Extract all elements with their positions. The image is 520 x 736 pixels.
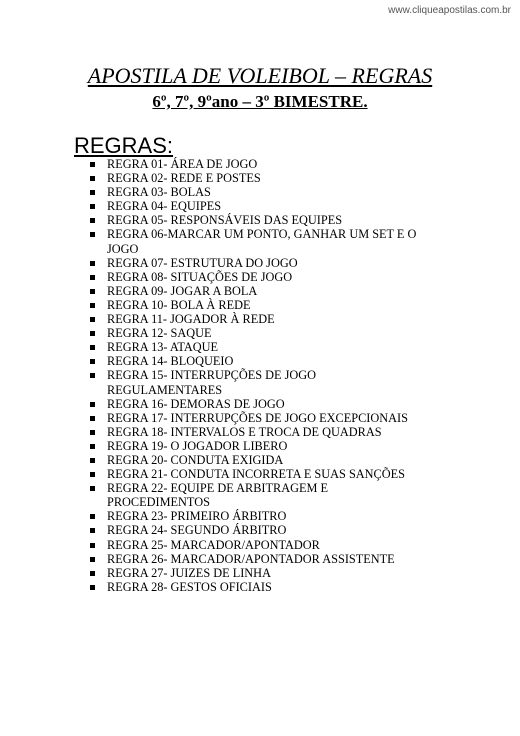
bullet-square-icon xyxy=(90,472,95,477)
rule-item xyxy=(0,397,424,411)
rule-item xyxy=(0,425,424,439)
bullet-square-icon xyxy=(90,345,95,350)
rule-item xyxy=(0,227,424,255)
rule-label: REGRA 25- MARCADOR/APONTADOR xyxy=(107,537,320,552)
bullet-square-icon xyxy=(90,162,95,167)
bullet-square-icon xyxy=(90,232,95,237)
rule-label: REGRA 07- ESTRUTURA DO JOGO xyxy=(107,255,298,270)
rule-label: REGRA 11- JOGADOR À REDE xyxy=(107,312,275,327)
rule-label: REGRA 26- MARCADOR/APONTADOR ASSISTENTE xyxy=(107,551,395,566)
rule-item xyxy=(0,467,424,481)
bullet-square-icon xyxy=(90,557,95,562)
document-subtitle: 6º, 7º, 9ºano – 3º BIMESTRE. xyxy=(152,92,368,111)
rule-label: REGRA 17- INTERRUPÇÕES DE JOGO EXCEPCIONAIS xyxy=(107,410,408,425)
rule-label: REGRA 24- SEGUNDO ÁRBITRO xyxy=(107,523,287,538)
rule-item xyxy=(0,213,424,227)
rule-item xyxy=(0,552,424,566)
bullet-square-icon xyxy=(90,543,95,548)
rule-item xyxy=(0,566,424,580)
rule-item xyxy=(0,284,424,298)
bullet-square-icon xyxy=(90,331,95,336)
rule-item xyxy=(0,354,424,368)
bullet-square-icon xyxy=(90,289,95,294)
rule-label: REGRA 01- ÁREA DE JOGO xyxy=(107,157,258,171)
rule-label: REGRA 04- EQUIPES xyxy=(107,199,222,214)
rule-label: REGRA 18- INTERVALOS E TROCA DE QUADRAS xyxy=(107,424,382,439)
rule-item xyxy=(0,256,424,270)
bullet-square-icon xyxy=(90,218,95,223)
bullet-square-icon xyxy=(90,303,95,308)
rule-label: REGRA 23- PRIMEIRO ÁRBITRO xyxy=(107,509,287,524)
rule-label: REGRA 09- JOGAR A BOLA xyxy=(107,283,258,298)
bullet-square-icon xyxy=(90,261,95,266)
bullet-square-icon xyxy=(90,416,95,421)
document-title: APOSTILA DE VOLEIBOL – REGRAS xyxy=(87,63,433,88)
rules-list xyxy=(0,157,424,594)
rule-item xyxy=(0,157,424,171)
rule-item xyxy=(0,312,424,326)
rule-item xyxy=(0,199,424,213)
bullet-square-icon xyxy=(90,571,95,576)
rule-label: REGRA 19- O JOGADOR LIBERO xyxy=(107,438,288,453)
rule-item xyxy=(0,439,424,453)
rule-item xyxy=(0,171,424,185)
bullet-square-icon xyxy=(90,458,95,463)
bullet-square-icon xyxy=(90,275,95,280)
bullet-square-icon xyxy=(90,204,95,209)
bullet-square-icon xyxy=(90,373,95,378)
rule-item xyxy=(0,538,424,552)
rule-item xyxy=(0,481,424,509)
rule-item xyxy=(0,326,424,340)
watermark-url: www.cliqueapostilas.com.br xyxy=(388,5,511,16)
bullet-square-icon xyxy=(90,176,95,181)
rule-item xyxy=(0,411,424,425)
rule-label: REGRA 16- DEMORAS DE JOGO xyxy=(107,396,285,411)
bullet-square-icon xyxy=(90,528,95,533)
rule-label: REGRA 06-MARCAR UM PONTO, GANHAR UM SET E O JOGO xyxy=(107,227,417,256)
rule-label: REGRA 15- INTERRUPÇÕES DE JOGO REGULAMENTARES xyxy=(107,368,317,397)
rule-item xyxy=(0,185,424,199)
bullet-square-icon xyxy=(90,444,95,449)
rule-label: REGRA 14- BLOQUEIO xyxy=(107,354,234,369)
rule-item xyxy=(0,340,424,354)
section-heading-rules: REGRAS: xyxy=(74,133,174,158)
rule-label: REGRA 28- GESTOS OFICIAIS xyxy=(107,579,272,594)
rule-label: REGRA 27- JUIZES DE LINHA xyxy=(107,565,271,580)
rule-label: REGRA 22- EQUIPE DE ARBITRAGEM E PROCEDIMENTOS xyxy=(107,481,329,510)
rule-label: REGRA 02- REDE E POSTES xyxy=(107,171,261,186)
rule-item xyxy=(0,298,424,312)
bullet-square-icon xyxy=(90,402,95,407)
rule-label: REGRA 13- ATAQUE xyxy=(107,340,219,355)
rule-label: REGRA 10- BOLA À REDE xyxy=(107,297,251,312)
rule-item xyxy=(0,270,424,284)
rule-item xyxy=(0,523,424,537)
rule-label: REGRA 05- RESPONSÁVEIS DAS EQUIPES xyxy=(107,213,343,228)
rule-label: REGRA 21- CONDUTA INCORRETA E SUAS SANÇÕES xyxy=(107,467,405,482)
rule-label: REGRA 20- CONDUTA EXIGIDA xyxy=(107,452,284,467)
bullet-square-icon xyxy=(90,486,95,491)
bullet-square-icon xyxy=(90,359,95,364)
rule-item xyxy=(0,509,424,523)
rule-label: REGRA 08- SITUAÇÕES DE JOGO xyxy=(107,269,293,284)
rule-item xyxy=(0,453,424,467)
bullet-square-icon xyxy=(90,430,95,435)
bullet-square-icon xyxy=(90,514,95,519)
bullet-square-icon xyxy=(90,585,95,590)
bullet-square-icon xyxy=(90,190,95,195)
rule-label: REGRA 03- BOLAS xyxy=(107,185,211,200)
bullet-square-icon xyxy=(90,317,95,322)
rule-item xyxy=(0,580,424,594)
rule-item xyxy=(0,368,424,396)
rule-label: REGRA 12- SAQUE xyxy=(107,326,212,341)
